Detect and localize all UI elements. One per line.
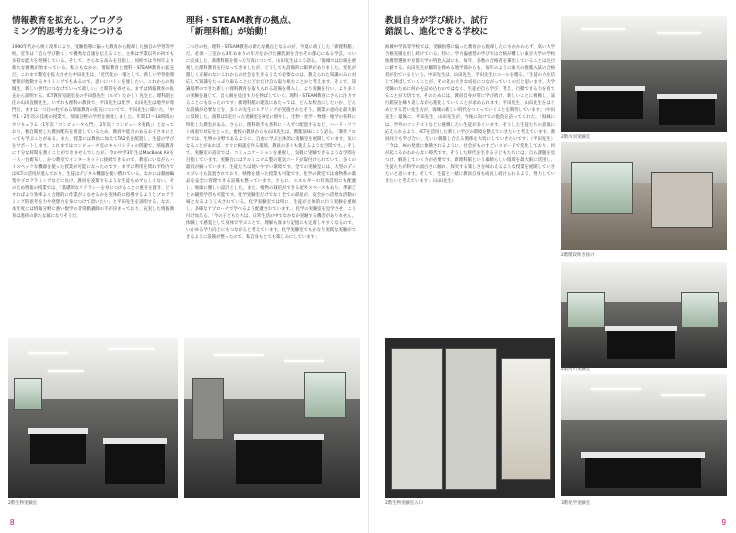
photo-caption: 2階河川実験室	[561, 367, 591, 372]
specimen-shelf-photo	[385, 338, 555, 498]
photo-shelf	[651, 172, 713, 228]
lab-photo	[184, 338, 360, 498]
page-number: 8	[10, 518, 15, 527]
section-heading-teachers-learning	[385, 16, 555, 38]
photo-shelf	[445, 348, 497, 490]
lab-bench	[236, 440, 322, 484]
article-body-text: 二つ目の柱、理科・STEAM教育の新たな拠点となるのが、今夏に竣工した「新理科館」だ。必須・三室から3年あまりの年月をかけた鍾乳洞を含むその都心にある学芸。ついに完成した、新理科館を使った写真について、山田先生はこう語る。「海城では伝統を重視した理科教育を行なってきましたが、どうしても設備的に限界がありました。変化が激しく正解のないこれからの社会を生きるうえで必要なのは、教えられた知識のみに対応して知識をたっぷり取ることにどれだけ自ら取り組むことかと考えます。そこで、知識基準のできた新しい理科教育を取り入れる設備を導入し、より実験を行い、より多くの実験を通じて、自ら解を見出す力を伸ばしていく。理科・STEAM教育にさらに注力することにもなったのです」新理科館の建設にあたっては、どんな校舎にしたいか、どんな設備が必要などを、多くの先生にヒアリングが実施されたそう。開業の意向を最大限に反映した。演算は5室だった実験室を9室に増やし、生物・化学・物理・地学の各科に特化した教室がある。さらに、理科助手も各科に一人ずつ配置するなど、ハード・ソフト両面で対応をとった。他校の教員からも山田先生は、興奮気味にこう語る。「制作フロアでは、生物の分野であるように、自由に学ぶ主体的に実験室を展開しています。気になることがあれば、すぐに相談を作る環境、教員の多くも使えるような空間です。」そして、実験室の設計では、コミュニケーションを重視し、気軽に実験できるような空間を目指しています。実験台にはアルミニウム製の電気コードが取付けられていて、多くの器具が揃っています。生徒たちは使いやすい環境です。全ての実験室には、大型のディスプレイも設置されており、映像を使った授業も可能です。化学の教室では毒物系の薬品を安全に管理できる設備も整っています。さらに、エネルギーの有効活用にも配慮し、地球に優しい設計とした。また、植物の栽培ができる屋外スペースもあり、季節ごとの観察学習も可能です。化学実験室だけでなく全ての部屋が、安全かつ活発な活動の場となるよう工夫されている。化学実験室では特に、生徒が主体的に行う実験を重視し、多様なアプローチで学べるよう配慮されています。」化学の実験室を見学させ、こう付け加える。「今の子どもたちは、日常生活の中でなかなか実験する機会がありません。体験して感覚として身体で学ぶことで、理解も深まり記憶にも定着しやすくなるので、いかゆる学力向上にもつながると考えています。化学実験室でもかなり実践な実験ができるように設備が整ったので、私自身もとても楽しみにしています」	[186, 45, 356, 241]
right-page	[368, 0, 736, 533]
photo-ceiling	[561, 16, 727, 60]
article-body-text: 海城中学高等学校では、受験指導に偏った教育から脱却したにもかかわらず、高い大学合格実績を出し続けている。特に、学力偏重型の学びでは合格が難しい東京大学の学校推薦型選抜や京都大学の特色入試にも、毎年、多数の合格者を輩出していることは注目に値する。山田先生が顧問を務める地学部からも、毎年のように東大の推薦入試の合格者が出ているという。中田先生は、山田先生、平田先生にエールを贈る。「生徒の力を信じて伸ばしていくことが、その先の大きな成長につながっていくのだと思います。大学受験のために何かを詰め込むのではなく、生徒が自ら学び、考え、行動できる力を育てることが大切です。そのためには、教員自身が常に学び続け、新しいことに挑戦し、試行錯誤を繰り返しながら進化していくことが求められます。平田先生、山田先生をはじめとする若い先生方が、海城の新しい時代をつくっていくことを期待しています」（中田先生）最後に、平田先生、山田先生が、今後に向けての抱負を語ってくれた。「海城には、学外のコンテストなどに挑戦したい生徒が多くいます。そうした生徒たちの意欲に応えられるよう、ICTを活用した新しい学びの環境を整えていきたいと考えています。教員同士も学び合い、互いに刺激し合える関係を大切にしていきたいです」（平田先生）「今は、AIの発達に象徴されるように、社会がものすごいスピードで変化しており、何が起こるかわからない時代です。そうした時代を生きる子どもたちには、自ら課題を見つけ、解決していく力が必要です。新理科館という素晴らしい環境を最大限に活用し、生徒たちが科学の面白さに触れ、探究する楽しさを味わえるような授業を展開していきたいと思います。そして、生徒と一緒に教員自身も成長し続けられるよう、努力していきたいと考えています」（山田先生）	[385, 45, 555, 184]
page-number: 9	[721, 518, 726, 527]
ceiling-light	[214, 354, 264, 356]
ceiling-light	[657, 32, 701, 34]
lab-photo	[8, 338, 178, 498]
lab-bench	[30, 434, 86, 464]
section-heading-info-education	[12, 16, 174, 38]
photo-ceiling	[561, 374, 727, 420]
photo-window	[501, 358, 551, 480]
ceiling-light	[48, 370, 84, 372]
photo-shelf	[391, 348, 443, 490]
photo-window	[14, 378, 42, 410]
ceiling-light	[28, 352, 68, 354]
heading-line: ミング的思考力を身につける	[12, 27, 124, 37]
lab-photo	[561, 262, 727, 368]
ceiling-light	[284, 360, 324, 362]
lab-photo	[561, 142, 727, 250]
photo-window	[571, 162, 633, 214]
heading-line: 「新理科館」が始動！	[186, 27, 272, 37]
ceiling-light	[661, 394, 705, 396]
lab-bench	[585, 458, 701, 488]
article-column-3	[385, 16, 555, 344]
ceiling-light	[108, 348, 154, 350]
lab-bench	[607, 331, 675, 359]
article-body-text: 1990年代から统く改革により、受験指導に偏った教育から脱却した独自の学習等学校。近年は「自ら学び動く」で優秀な自適を伝えること、主体は学業以外の回でも多彩な能力を発揮している。そして、さらなる高みを目指し、同校では今何年より新たな挑戦が始まっている。私立もなかの、情報教育と理科・STEAM教育の拡充だ。これまで教室を拡大させた中田先生は、「近代化の一環として、新しい学習指導要領が始動するタイミングでもあるので、思いにバトンを渡したい。これからの海城生、新しい世代につなげていって欲しい」と期待を寄せる。まずは情報教育の拡充から説明する。ICT教育室副室長の平田悠先生（ルビ）たかし）先生と、理科副主任の山田直樹先生。いずれも理科の教員で、平田先生は化学、山田先生は地学が専門だ。ますは一つ目の柱である情報教育の拡充についてで、平田先生に聞いた。「中学1・2年次の技術の授業で、情報分野の学習を強化しました。年間17〜18時間のカリキュラム（1年次「コンピュータ入門」、2年次「コンピュータ実践」）となっており、独自開発した教員配布を用意しているため、教員や能力のあるお子さまにとっても学ぶことがある。また、授業には教員に加えてTA2名を配置し、生徒の学びをサポートします。これまではコンピュータ室のキャパシティの問題で、情報教育に十分な時間を割くことができませんでしたが、今の中学3年生はMacBook Airを一人一台配布し、かつ教室でインターネットに接続できるので、教室にいながらハイスペックな機器を使った授業が可能になったのです」まずに利用を問わず校内ではICTの活用が進んでおり、生徒はデジタル機器を使い慣れている。なかには動画編集やプログラミングなどに長け、教員を凌駕するような生徒もめずらしくない。そのため情報の授業では、「基礎的なリテラシーを身につけることに重きを置き、どうすればより効率よく合理的に作業がこなせるかを実体的に指導するようとプログラミング的思考を力や発想力を身につけて頂いたい」と平田先生を説明する。なお、本年度には情報分野に強い数学の非常勤講師の手が決まっており、充実した情報教育は進捗の新たな幕になりそうだ。	[12, 45, 174, 220]
photo-caption: 3階化学実験室	[561, 501, 591, 506]
photo-caption: 2階階段吹き抜け	[561, 253, 595, 258]
lab-photo	[561, 374, 727, 496]
photo-window	[304, 372, 346, 418]
lab-bench	[105, 444, 165, 484]
ceiling-light	[591, 388, 641, 390]
photo-caption: 2階川河実験室	[561, 135, 591, 140]
photo-window	[681, 292, 719, 328]
article-column-2	[186, 16, 356, 355]
heading-line: 理科・STEAM教育の拠点、	[186, 16, 297, 26]
photo-caption: 2階生物実験室入口	[385, 501, 423, 506]
lab-bench	[577, 91, 643, 119]
section-heading-new-science-building	[186, 16, 356, 38]
lab-photo	[561, 16, 727, 132]
article-column-1	[12, 16, 174, 330]
heading-line: 錯誤し、進化できる学校に	[385, 27, 489, 37]
photo-window	[567, 292, 605, 328]
ceiling-light	[581, 28, 625, 30]
photo-shelf	[192, 378, 224, 440]
photo-caption: 2階生物実験室	[8, 501, 38, 506]
heading-line: 教員自身が学び続け、試行	[385, 16, 488, 26]
lab-bench	[659, 99, 715, 125]
heading-line: 情報教育を拡充し、プログラ	[12, 16, 124, 26]
